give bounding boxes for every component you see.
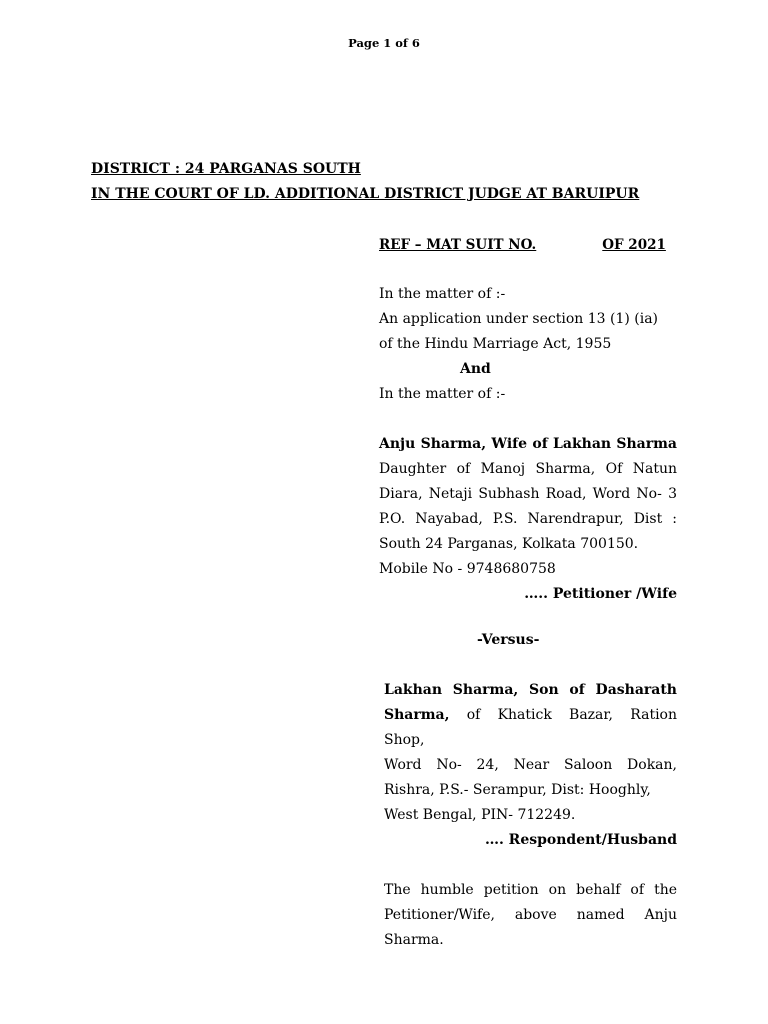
respondent-surname: Sharma, bbox=[384, 707, 450, 723]
petitioner-name: Anju Sharma, Wife of Lakhan Sharma bbox=[379, 436, 677, 452]
petitioner-address-line: Diara, Netaji Subhash Road, Word No- 3 bbox=[379, 486, 677, 502]
respondent-address-line: Word No- 24, Near Saloon Dokan, bbox=[384, 757, 677, 773]
suit-label: REF – MAT SUIT NO. bbox=[379, 237, 537, 253]
matter-line-3: of the Hindu Marriage Act, 1955 bbox=[379, 336, 612, 352]
matter-line-4: In the matter of :- bbox=[379, 386, 506, 402]
respondent-name: Lakhan Sharma, Son of Dasharath bbox=[384, 682, 677, 698]
matter-and: And bbox=[460, 361, 491, 377]
respondent-address-line: Rishra, P.S.- Serampur, Dist: Hooghly, bbox=[384, 782, 651, 798]
petition-line-3: Sharma. bbox=[384, 932, 444, 948]
matter-line-2: An application under section 13 (1) (ia) bbox=[379, 311, 659, 327]
respondent-role: …. Respondent/Husband bbox=[484, 832, 677, 848]
respondent-address-line: Shop, bbox=[384, 732, 425, 748]
district-heading: DISTRICT : 24 PARGANAS SOUTH bbox=[91, 161, 361, 177]
petitioner-address-line: South 24 Parganas, Kolkata 700150. bbox=[379, 536, 639, 552]
petition-line-2: Petitioner/Wife, above named Anju bbox=[384, 907, 677, 923]
petitioner-address-line: Daughter of Manoj Sharma, Of Natun bbox=[379, 461, 677, 477]
petitioner-role: ….. Petitioner /Wife bbox=[524, 586, 677, 602]
respondent-name-address-line bbox=[384, 707, 677, 723]
court-heading: IN THE COURT OF LD. ADDITIONAL DISTRICT JUDGE AT BARUIPUR bbox=[91, 186, 640, 202]
suit-year: OF 2021 bbox=[602, 237, 666, 253]
matter-line-1: In the matter of :- bbox=[379, 286, 506, 302]
respondent-address-line: West Bengal, PIN- 712249. bbox=[384, 807, 576, 823]
versus-label: -Versus- bbox=[477, 632, 540, 648]
page-number: Page 1 of 6 bbox=[348, 36, 420, 50]
petitioner-mobile: Mobile No - 9748680758 bbox=[379, 561, 556, 577]
petitioner-address-line: P.O. Nayabad, P.S. Narendrapur, Dist : bbox=[379, 511, 677, 527]
mat-suit-reference bbox=[379, 237, 666, 253]
petition-line-1: The humble petition on behalf of the bbox=[384, 882, 677, 898]
respondent-address-start: of Khatick Bazar, Ration bbox=[466, 707, 677, 723]
